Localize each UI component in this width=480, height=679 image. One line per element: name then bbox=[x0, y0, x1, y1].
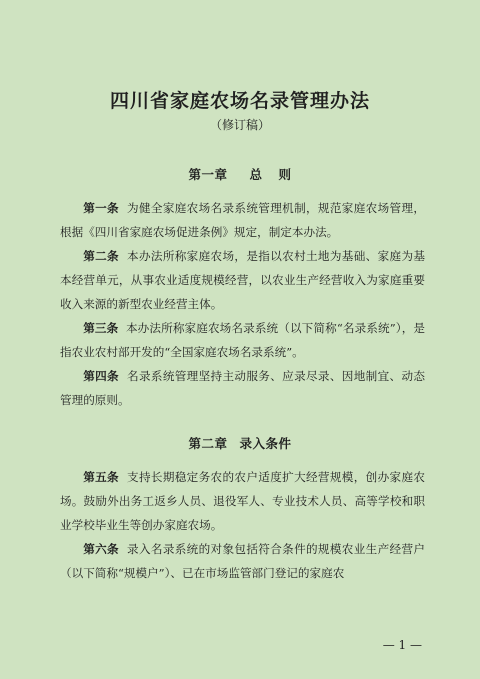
page-number: — 1 — bbox=[382, 638, 422, 652]
article-paragraph bbox=[60, 316, 425, 364]
chapter-1-body bbox=[60, 196, 425, 412]
article-paragraph bbox=[60, 364, 425, 412]
article-text: 本办法所称家庭农场名录系统（以下简称“名录系统”），是指农业农村部开发的“全国家庭农场名录系统”。 bbox=[60, 321, 426, 359]
chapter-1-heading bbox=[0, 165, 480, 183]
article-paragraph bbox=[60, 537, 425, 585]
chapter-number: 第一章 bbox=[188, 167, 228, 182]
article-text: 支持长期稳定务农的农户适度扩大经营规模，创办家庭农场。鼓励外出务工返乡人员、退役军人、专业技术人员、高等学校和职业学校毕业生等创办家庭农场。 bbox=[60, 470, 425, 532]
chapter-2-heading bbox=[0, 434, 480, 452]
chapter-name-part: 总 bbox=[249, 167, 263, 182]
article-paragraph bbox=[60, 196, 425, 244]
article-label: 第三条 bbox=[83, 321, 119, 335]
chapter-name: 录入条件 bbox=[239, 436, 292, 451]
article-text: 录入名录系统的对象包括符合条件的规模农业生产经营户（以下简称“规模户”）、已在市场监管部门登记的家庭农 bbox=[60, 542, 425, 580]
article-label: 第四条 bbox=[83, 369, 119, 383]
article-text: 为健全家庭农场名录系统管理机制，规范家庭农场管理，根据《四川省家庭农场促进条例》规定，制定本办法。 bbox=[60, 201, 425, 239]
document-title: 四川省家庭农场名录管理办法 bbox=[109, 90, 370, 112]
chapter-2-body bbox=[60, 465, 425, 585]
article-paragraph bbox=[60, 244, 425, 316]
chapter-name-part: 则 bbox=[278, 167, 292, 182]
article-text: 名录系统管理坚持主动服务、应录尽录、因地制宜、动态管理的原则。 bbox=[60, 369, 425, 407]
article-paragraph bbox=[60, 465, 425, 537]
article-text: 本办法所称家庭农场，是指以农村土地为基础、家庭为基本经营单元，从事农业适度规模经营，以农业生产经营收入为家庭重要收入来源的新型农业经营主体。 bbox=[60, 249, 425, 311]
article-label: 第一条 bbox=[83, 201, 119, 215]
article-label: 第五条 bbox=[83, 470, 119, 484]
article-label: 第二条 bbox=[83, 249, 119, 263]
document-subtitle: （修订稿） bbox=[209, 118, 270, 132]
chapter-number: 第二章 bbox=[188, 436, 228, 451]
article-label: 第六条 bbox=[83, 542, 119, 556]
